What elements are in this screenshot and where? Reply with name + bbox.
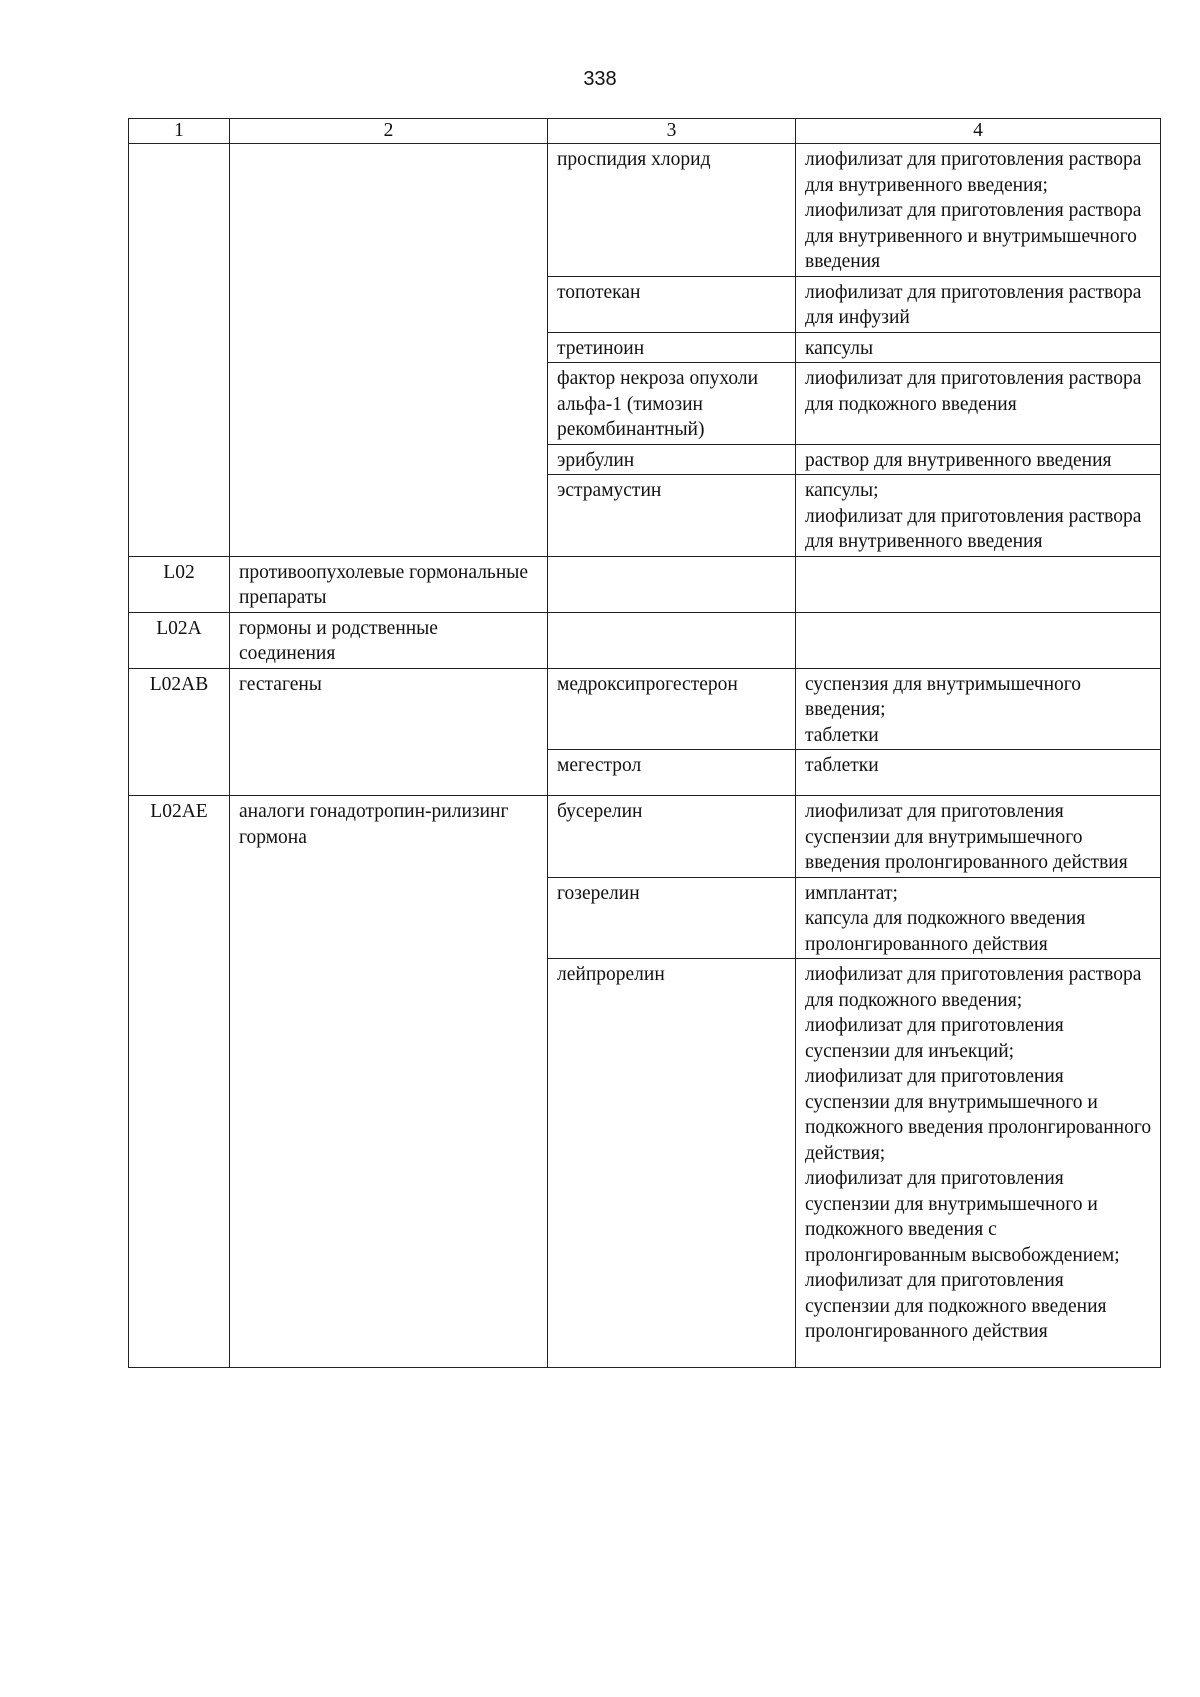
atc-group-name-cell bbox=[230, 144, 548, 557]
dosage-form: капсула для подкожного введения пролонгированного действия bbox=[805, 908, 1086, 955]
table-row bbox=[129, 612, 1161, 668]
atc-code-cell: L02AB bbox=[129, 668, 230, 796]
drug-table bbox=[128, 118, 1161, 1368]
dosage-form: лиофилизат для приготовления суспензии для подкожного введения пролонгированного действия bbox=[805, 1270, 1107, 1342]
column-header: 2 bbox=[230, 119, 548, 144]
atc-code-cell: L02AE bbox=[129, 796, 230, 1368]
drug-name-cell: эрибулин bbox=[548, 444, 796, 475]
dosage-forms-cell bbox=[796, 332, 1161, 363]
dosage-form: лиофилизат для приготовления суспензии для внутримышечного и подкожного введения пролонгированного действия; bbox=[805, 1066, 1152, 1164]
atc-group-name-cell: противоопухолевые гормональные препараты bbox=[230, 556, 548, 612]
dosage-form: имплантат; bbox=[805, 882, 898, 904]
dosage-form: лиофилизат для приготовления раствора для подкожного введения; bbox=[805, 964, 1142, 1011]
table-header-row bbox=[129, 119, 1161, 144]
atc-code-cell: L02A bbox=[129, 612, 230, 668]
column-header: 1 bbox=[129, 119, 230, 144]
dosage-form: лиофилизат для приготовления раствора для инфузий bbox=[805, 281, 1142, 328]
drug-name-cell: лейпрорелин bbox=[548, 959, 796, 1368]
dosage-form: лиофилизат для приготовления раствора для внутривенного и внутримышечного введения bbox=[805, 200, 1142, 272]
drug-name-cell: третиноин bbox=[548, 332, 796, 363]
page-number: 338 bbox=[583, 68, 617, 90]
dosage-forms-cell bbox=[796, 959, 1161, 1368]
dosage-forms-cell bbox=[796, 363, 1161, 445]
drug-name-cell: топотекан bbox=[548, 276, 796, 332]
dosage-forms-cell bbox=[796, 612, 1161, 668]
drug-name-cell: эстрамустин bbox=[548, 475, 796, 557]
table-row bbox=[129, 144, 1161, 277]
dosage-form: раствор для внутривенного введения bbox=[805, 449, 1112, 471]
dosage-form: лиофилизат для приготовления раствора для внутривенного введения; bbox=[805, 149, 1142, 196]
table-row bbox=[129, 668, 1161, 750]
dosage-form: капсулы; bbox=[805, 480, 879, 501]
atc-group-name-cell: гестагены bbox=[230, 668, 548, 796]
dosage-form: лиофилизат для приготовления суспензии для внутримышечного и подкожного введения с пролонгированным высвобождением; bbox=[805, 1168, 1120, 1266]
drug-name-cell: фактор некроза опухоли альфа-1 (тимозин рекомбинантный) bbox=[548, 363, 796, 445]
dosage-forms-cell bbox=[796, 796, 1161, 878]
column-header: 4 bbox=[796, 119, 1161, 144]
drug-name-cell: бусерелин bbox=[548, 796, 796, 878]
table-row bbox=[129, 796, 1161, 878]
dosage-forms-cell bbox=[796, 556, 1161, 612]
drug-name-cell: медроксипрогестерон bbox=[548, 668, 796, 750]
dosage-forms-cell bbox=[796, 750, 1161, 796]
dosage-form: капсулы bbox=[805, 337, 874, 359]
dosage-forms-cell bbox=[796, 276, 1161, 332]
atc-code-cell bbox=[129, 144, 230, 557]
drug-name-cell: гозерелин bbox=[548, 877, 796, 959]
dosage-forms-cell bbox=[796, 877, 1161, 959]
drug-name-cell: мегестрол bbox=[548, 750, 796, 796]
drug-name-cell: проспидия хлорид bbox=[548, 144, 796, 277]
dosage-forms-cell bbox=[796, 444, 1161, 475]
dosage-forms-cell bbox=[796, 668, 1161, 750]
dosage-form: лиофилизат для приготовления суспензии для инъекций; bbox=[805, 1015, 1064, 1062]
drug-name-cell bbox=[548, 556, 796, 612]
dosage-forms-cell bbox=[796, 475, 1161, 557]
atc-group-name-cell: гормоны и родственные соединения bbox=[230, 612, 548, 668]
table-row bbox=[129, 556, 1161, 612]
dosage-forms-cell bbox=[796, 144, 1161, 277]
atc-code-cell: L02 bbox=[129, 556, 230, 612]
dosage-form: лиофилизат для приготовления раствора для подкожного введения bbox=[805, 368, 1142, 415]
dosage-form: таблетки bbox=[805, 755, 879, 776]
dosage-form: лиофилизат для приготовления суспензии для внутримышечного введения пролонгированного действия bbox=[805, 801, 1128, 873]
dosage-form: суспензия для внутримышечного введения; bbox=[805, 673, 1082, 720]
dosage-form: лиофилизат для приготовления раствора для внутривенного введения bbox=[805, 505, 1142, 552]
dosage-form: таблетки bbox=[805, 724, 879, 746]
column-header: 3 bbox=[548, 119, 796, 144]
atc-group-name-cell: аналоги гонадотропин-рилизинг гормона bbox=[230, 796, 548, 1368]
drug-name-cell bbox=[548, 612, 796, 668]
